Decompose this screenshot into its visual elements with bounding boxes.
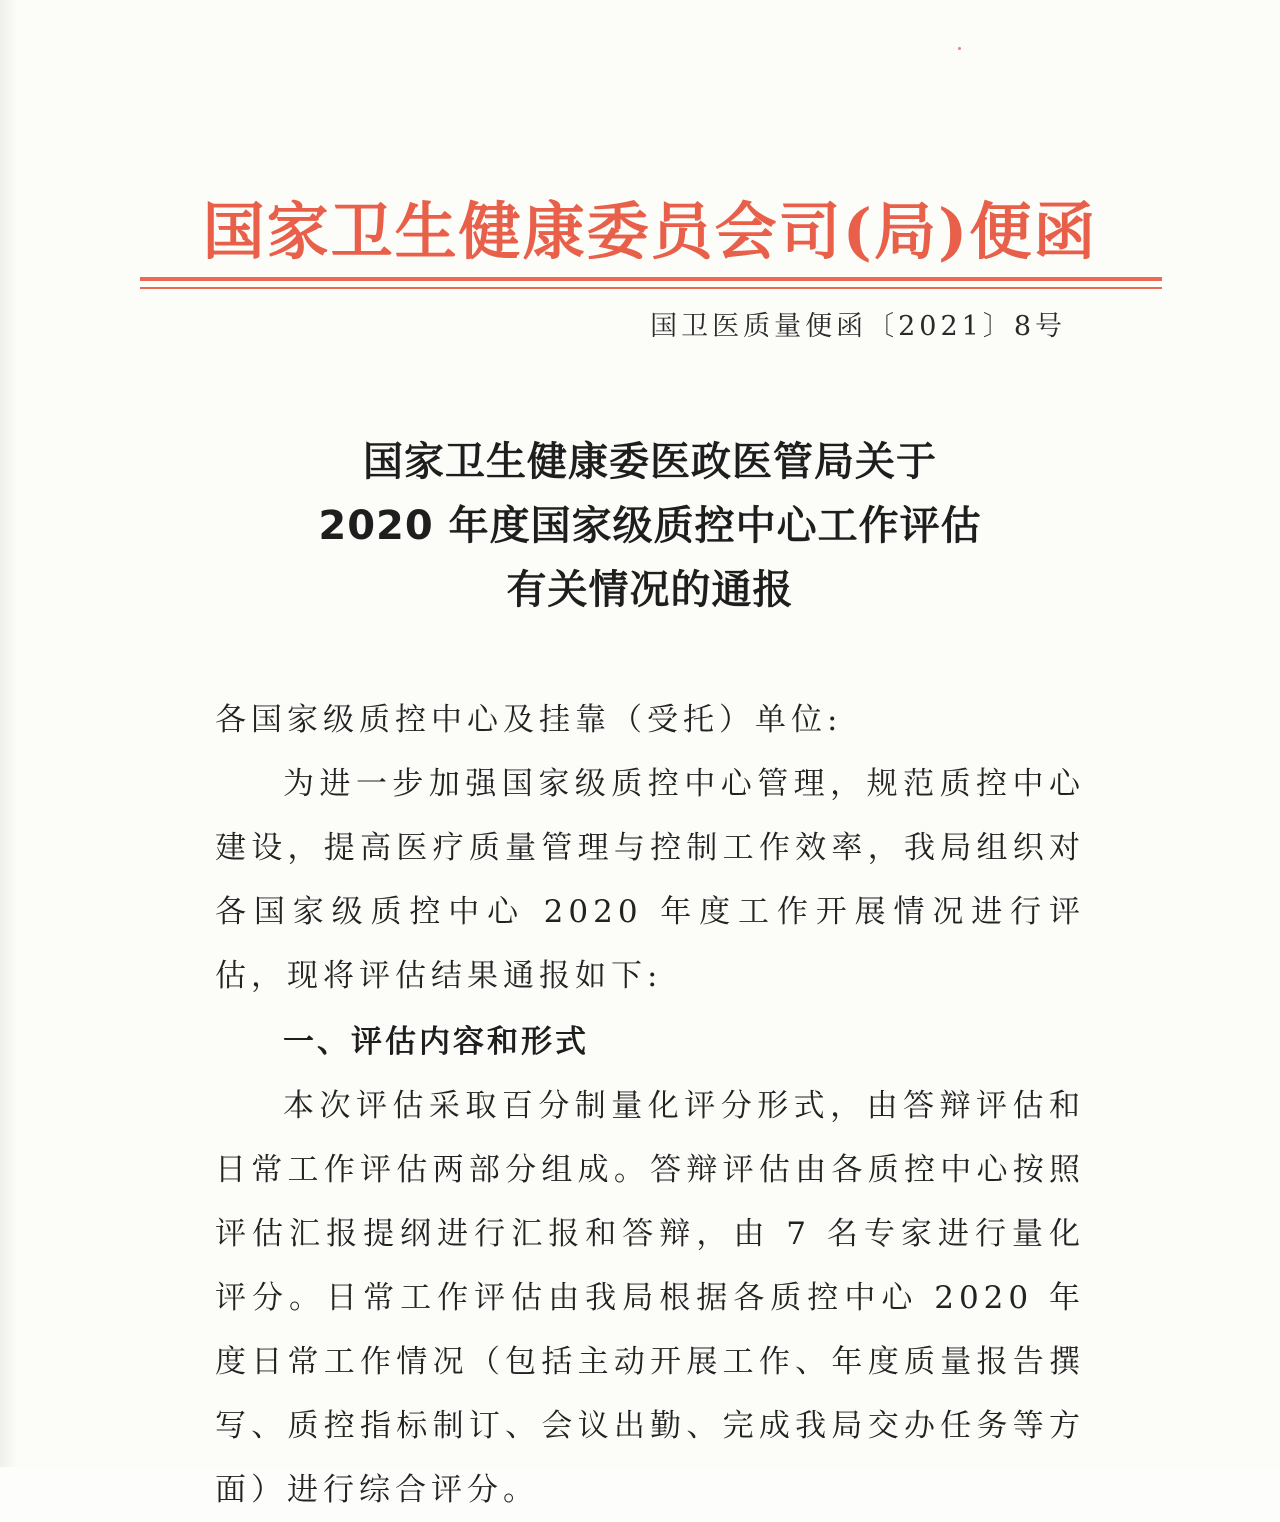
salutation: 各国家级质控中心及挂靠（受托）单位: (215, 702, 843, 738)
red-header-rule-thick (140, 277, 1162, 281)
title-line-2: 2020 年度国家级质控中心工作评估 (318, 503, 982, 549)
section-heading-1: 一、评估内容和形式 (283, 1024, 589, 1060)
scan-speck (958, 47, 961, 50)
red-header-rule-thin (140, 287, 1162, 289)
evaluation-paragraph: 本次评估采取百分制量化评分形式，由答辩评估和日常工作评估两部分组成。答辩评估由各质控中心按照评估汇报提纲进行汇报和答辩，由 7 名专家进行量化评分。日常工作评估由我局根据各质控中心 2020 年度日常工作情况（包括主动开展工作、年度质量报告撰写、质控指标制订、会议出勤、完成我局交办任务等方面）进行综合评分。 (215, 1088, 1085, 1508)
scan-edge-shadow (0, 0, 18, 1467)
document-number: 国卫医质量便函〔2021〕8号 (650, 311, 1066, 342)
title-line-3: 有关情况的通报 (506, 567, 794, 613)
document-title (200, 430, 1100, 622)
intro-paragraph: 为进一步加强国家级质控中心管理，规范质控中心建设，提高医疗质量管理与控制工作效率，我局组织对各国家级质控中心 2020 年度工作开展情况进行评估，现将评估结果通报如下: (215, 766, 1085, 994)
title-line-1: 国家卫生健康委医政医管局关于 (363, 439, 937, 485)
issuing-org-title: 国家卫生健康委员会司(局)便函 (202, 195, 1098, 268)
